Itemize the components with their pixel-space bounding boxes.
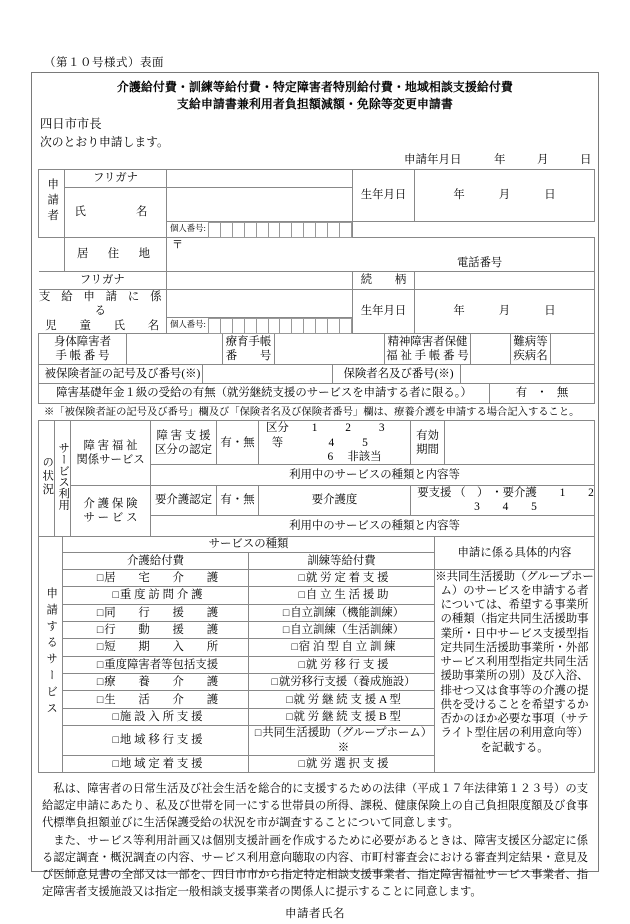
nanbyo-label-line1: 難病等 <box>513 335 548 348</box>
checkbox-icon[interactable]: □ <box>298 572 305 584</box>
insurance-note: ※「被保険者証の記号及び番号」欄及び「保険者名及び保険者番号」欄は、療養介護を申請する場合記入すること。 <box>44 407 580 419</box>
valid-period-label-line1: 有効 <box>416 429 439 442</box>
child-birth-year: 年 <box>453 305 465 318</box>
pension-row <box>39 384 595 404</box>
welfare-service-row <box>39 421 595 465</box>
applicant-furigana-field[interactable] <box>167 170 353 188</box>
checkbox-icon[interactable]: □ <box>112 735 119 747</box>
service-care-6[interactable] <box>63 674 249 691</box>
applicant-table-wrap <box>38 169 617 773</box>
insurer-label: 保険者名及び番号(※) <box>333 365 461 384</box>
checkbox-icon[interactable]: □ <box>96 607 104 619</box>
form-title-line1: 介護給付費・訓練等給付費・特定障害者特別給付費・地域相談支援給付費 <box>117 80 513 94</box>
service-training-9[interactable] <box>249 726 435 756</box>
form-title <box>32 73 598 113</box>
service-care-3[interactable] <box>63 621 249 638</box>
services-table <box>38 536 595 773</box>
applicant-vertical-label <box>39 170 65 238</box>
signature-label: 申請者氏名 <box>285 908 345 921</box>
service-care-label-8: 施 設 入 所 支 援 <box>119 710 203 723</box>
consent-block <box>32 773 598 924</box>
service-training-label-3: 自立訓練（生活訓練） <box>290 623 405 636</box>
valid-period-label <box>411 421 445 465</box>
postal-mark-icon: 〒 <box>172 239 183 252</box>
service-care-label-0: 居 宅 介 護 <box>104 571 219 584</box>
pension-yesno[interactable] <box>490 384 595 404</box>
phone-label: 電話番号 <box>457 257 503 269</box>
child-furigana-row <box>39 272 595 290</box>
usage-vertical-label-col2 <box>55 421 71 536</box>
disability-grade-yesno[interactable]: 有・無 <box>217 421 259 465</box>
certificates-row <box>39 334 595 365</box>
service-care-9[interactable] <box>63 726 249 756</box>
services-col2-header: 訓練等給付費 <box>249 552 435 569</box>
insured-symbol-label: 被保険者証の記号及び番号(※) <box>39 365 203 384</box>
care-insurance-label-line1: 介 護 保 険 <box>83 497 138 510</box>
pension-label: 障害基礎年金１級の受給の有無（就労継続支援のサービスを申請する者に限る。） <box>39 384 490 404</box>
usage-vertical-label-col2-text: サービス利用 <box>57 442 70 511</box>
checkbox-icon[interactable]: □ <box>282 624 290 636</box>
form-code-label: （第１０号様式）表面 <box>44 57 164 69</box>
service-training-3[interactable] <box>249 621 435 638</box>
checkbox-icon[interactable]: □ <box>286 711 293 723</box>
ryoiku-cert-field[interactable] <box>275 334 385 365</box>
service-care-label-2: 同 行 援 護 <box>104 606 219 619</box>
care-insurance-row <box>39 486 595 516</box>
services-detail-note[interactable]: ※共同生活援助（グループホーム）のサービスを申請する者については、希望する事業所の種類（指定共同生活援助事業所・日中サービス支援型指定共同生活援助事業所・外部サービス利用型指定共同生活援助事業所の別）及び入浴、排せつ又は食事等の介護の提供を受けることを希望するか否かのほか必要な事項（サテライト型住居の利用意向等）を記載する。 <box>435 569 595 772</box>
applicant-table <box>38 169 595 334</box>
checkbox-icon[interactable]: □ <box>298 590 305 602</box>
pension-no[interactable]: 無 <box>556 387 569 400</box>
care-insurance-label-line2: サ ー ビ ス <box>83 511 138 524</box>
checkbox-icon[interactable]: □ <box>96 642 104 654</box>
service-care-label-1: 重 度 訪 問 介 護 <box>119 589 203 602</box>
service-care-5[interactable] <box>63 656 249 673</box>
service-row <box>39 569 595 586</box>
service-care-label-6: 療 養 介 護 <box>104 676 219 689</box>
applicant-furigana-label: フリガナ <box>65 170 167 188</box>
service-care-label-5: 重度障害者等包括支援 <box>104 658 219 671</box>
applicant-address-field[interactable] <box>167 238 595 272</box>
service-care-label-4: 短 期 入 所 <box>104 641 219 654</box>
child-furigana-field[interactable] <box>167 272 353 290</box>
applicant-mynumber-label: 個人番号: <box>170 224 206 234</box>
applicant-mynumber-cells[interactable] <box>208 222 352 238</box>
child-relation-field[interactable] <box>415 272 595 290</box>
certificates-table <box>38 333 595 365</box>
child-name-label-line1: 支 給 申 請 に 係 る <box>39 291 166 318</box>
service-training-4[interactable] <box>249 639 435 656</box>
insured-symbol-field[interactable] <box>203 365 333 384</box>
ryoiku-cert-label-line2: 番 号 <box>225 350 272 363</box>
checkbox-icon[interactable]: □ <box>112 758 119 770</box>
service-care-1[interactable] <box>63 587 249 604</box>
service-care-2[interactable] <box>63 604 249 621</box>
insurance-row <box>39 365 595 384</box>
checkbox-icon[interactable]: □ <box>96 624 104 636</box>
service-care-7[interactable] <box>63 691 249 708</box>
mental-cert-field[interactable] <box>471 334 511 365</box>
application-date-month: 月 <box>537 154 549 167</box>
checkbox-icon[interactable]: □ <box>282 607 290 619</box>
care-nintei-label: 要介護認定 <box>151 486 217 516</box>
checkbox-icon[interactable]: □ <box>298 758 305 770</box>
service-care-label-10: 地 域 定 着 支 援 <box>119 757 203 770</box>
checkbox-icon[interactable]: □ <box>96 677 104 689</box>
service-training-label-9: 共同生活援助（グループホーム）※ <box>262 727 433 754</box>
child-name-field[interactable] <box>167 290 353 318</box>
applicant-birth-label: 生年月日 <box>353 170 415 222</box>
service-training-10[interactable] <box>249 755 435 772</box>
insurance-table <box>38 364 595 384</box>
service-training-label-8: 就 労 継 続 支 援 B 型 <box>293 710 401 723</box>
services-col1-header: 介護給付費 <box>63 552 249 569</box>
services-vertical-label <box>39 536 63 772</box>
welfare-service-label-line2: 関係サービス <box>76 454 145 467</box>
service-training-0[interactable] <box>249 569 435 586</box>
kubun-values-row2[interactable]: 6 非該当 <box>327 450 382 463</box>
pension-sep: ・ <box>536 387 557 400</box>
child-name-row <box>39 290 595 318</box>
checkbox-icon[interactable]: □ <box>96 572 104 584</box>
child-furigana-label: フリガナ <box>39 272 167 290</box>
mental-cert-label-line1: 精神障害者保健 <box>387 335 468 348</box>
application-date-day: 日 <box>580 154 592 167</box>
pension-yes[interactable]: 有 <box>515 387 537 400</box>
checkbox-icon[interactable]: □ <box>286 694 293 706</box>
child-birth-day: 日 <box>544 305 556 318</box>
service-training-label-6: 就労移行支援（養成施設） <box>278 676 416 689</box>
applicant-vertical-label-bottom <box>39 238 65 272</box>
ryoiku-cert-label-line1: 療育手帳 <box>225 335 272 348</box>
consent-paragraph-1: 私は、障害者の日常生活及び社会生活を総合的に支援するための法律（平成１７年法律第１２３号）の支給認定申請にあたり、私及び世帯を同一にする世帯員の所得、課税、健康保険上の自己負担限度額及び食事代標準負担額並びに生活保護受給の状況を市が調査することについて同意します。 <box>42 783 588 830</box>
welfare-content-label[interactable]: 利用中のサービスの種類と内容等 <box>151 465 595 486</box>
child-mynumber-cells[interactable] <box>208 318 352 334</box>
pension-table <box>38 383 595 404</box>
child-mynumber-label: 個人番号: <box>170 320 206 330</box>
usage-status-table <box>38 420 617 536</box>
insurer-field[interactable] <box>461 365 595 384</box>
service-training-label-1: 自 立 生 活 援 助 <box>305 589 389 602</box>
checkbox-icon[interactable]: □ <box>96 659 104 671</box>
service-care-4[interactable] <box>63 639 249 656</box>
applicant-birth-month: 月 <box>498 189 511 202</box>
usage-vertical-label-col1-text: の状況 <box>41 456 54 497</box>
care-insurance-label <box>71 486 151 537</box>
service-care-label-3: 行 動 援 護 <box>104 623 219 636</box>
child-birth-label: 生年月日 <box>353 290 415 334</box>
service-care-8[interactable] <box>63 708 249 725</box>
service-care-label-7: 生 活 介 護 <box>104 693 219 706</box>
disability-grade-label-line1: 障 害 支 援 <box>156 429 211 442</box>
checkbox-icon[interactable]: □ <box>271 677 278 689</box>
service-training-7[interactable] <box>249 691 435 708</box>
child-name-label <box>39 290 167 334</box>
physical-cert-label-line1: 身体障害者 <box>54 335 111 348</box>
usage-vertical-label-col1 <box>39 421 55 536</box>
disability-grade-label-line2: 区分の認定 <box>155 443 212 456</box>
care-degree-field[interactable]: 要支援 （ ） ・要介護 1 2 3 4 5 <box>411 486 595 516</box>
consent-paragraph-2: また、サービス等利用計画又は個別支援計画を作成するために必要があるときは、障害支援区分認定に係る認定調査・概況調査の内容、サービス利用意向聴取の内容、市町村審査会における審査判定結果・意見及び医師意見書の全部又は一部を、四日市市から指定特定相談支援事業者、指定障害福祉サービス事業者、指定障害者支援施設又は指定一般相談支援事業者の関係人に提示することに同意します。 <box>42 834 588 899</box>
applicant-name-label: 氏 名 <box>65 188 167 238</box>
valid-period-label-line2: 期間 <box>416 443 439 456</box>
service-care-10[interactable] <box>63 755 249 772</box>
physical-cert-label <box>39 334 127 365</box>
physical-cert-field[interactable] <box>127 334 223 365</box>
child-birth-month: 月 <box>498 305 511 318</box>
kubun-label: 区分等 <box>266 422 289 449</box>
nanbyo-field[interactable] <box>551 334 595 365</box>
form-title-line2: 支給申請書兼利用者負担額減額・免除等変更申請書 <box>177 97 453 112</box>
mental-cert-label <box>385 334 471 365</box>
care-content-label[interactable]: 利用中のサービスの種類と内容等 <box>151 515 595 536</box>
services-detail-header: 申請に係る具体的内容 <box>435 536 595 569</box>
service-training-1[interactable] <box>249 587 435 604</box>
kubun-values-row1[interactable]: 1 2 3 4 5 <box>311 422 398 449</box>
checkbox-icon[interactable]: □ <box>112 711 119 723</box>
care-degree-label: 要介護度 <box>259 486 411 516</box>
child-relation-label: 続 柄 <box>353 272 415 290</box>
service-training-8[interactable] <box>249 708 435 725</box>
service-training-label-2: 自立訓練（機能訓練） <box>290 606 405 619</box>
service-training-label-0: 就 労 定 着 支 援 <box>305 571 389 584</box>
service-training-6[interactable] <box>249 674 435 691</box>
services-header-row <box>39 536 595 552</box>
service-training-5[interactable] <box>249 656 435 673</box>
checkbox-icon[interactable]: □ <box>254 728 262 740</box>
addressee: 四日市市長 <box>40 117 102 132</box>
applicant-birth-field[interactable] <box>415 170 595 222</box>
service-training-2[interactable] <box>249 604 435 621</box>
applicant-birth-year: 年 <box>453 189 465 202</box>
applicant-mynumber-field[interactable] <box>167 222 353 238</box>
services-vertical-label-text: 申請するサービス <box>45 586 58 718</box>
valid-period-field[interactable] <box>445 421 595 465</box>
welfare-service-label-line1: 障 害 福 祉 <box>83 440 138 453</box>
nanbyo-label <box>511 334 551 365</box>
disability-grade-label <box>151 421 217 465</box>
care-nintei-yesno[interactable]: 有・無 <box>217 486 259 516</box>
child-name-label-line2: 児 童 氏 名 <box>45 319 160 332</box>
applicant-furigana-row <box>39 170 595 188</box>
applicant-name-field[interactable] <box>167 188 353 222</box>
service-training-label-7: 就 労 継 続 支 援 A 型 <box>293 693 401 706</box>
checkbox-icon[interactable]: □ <box>96 694 104 706</box>
applicant-birth-day: 日 <box>544 189 556 202</box>
services-section-header: サービスの種類 <box>63 536 435 552</box>
applicant-address-row <box>39 238 595 272</box>
mental-cert-label-line2: 福 祉 手 帳 番 号 <box>386 350 469 363</box>
form-outer-frame <box>31 72 617 921</box>
intro-text: 次のとおり申請します。 <box>40 135 169 150</box>
kubun-field[interactable] <box>259 421 411 465</box>
physical-cert-label-line2: 手 帳 番 号 <box>55 350 110 363</box>
applicant-address-label: 居 住 地 <box>65 238 167 272</box>
child-mynumber-field[interactable] <box>167 318 353 334</box>
checkbox-icon[interactable]: □ <box>291 642 298 654</box>
service-training-label-5: 就 労 移 行 支 援 <box>305 658 389 671</box>
applicant-mynumber-spacer <box>353 222 595 238</box>
service-care-label-9: 地 域 移 行 支 援 <box>119 734 203 747</box>
application-date-label: 申請年月日 <box>404 154 462 167</box>
checkbox-icon[interactable]: □ <box>112 590 119 602</box>
welfare-service-label <box>71 421 151 486</box>
nanbyo-label-line2: 疾病名 <box>513 350 548 363</box>
application-date-year: 年 <box>494 154 506 167</box>
service-training-label-10: 就 労 選 択 支 援 <box>305 757 389 770</box>
service-care-0[interactable] <box>63 569 249 586</box>
service-training-label-4: 宿 泊 型 自 立 訓 練 <box>298 641 396 654</box>
ryoiku-cert-label <box>223 334 275 365</box>
application-date-row <box>32 151 598 167</box>
checkbox-icon[interactable]: □ <box>298 659 305 671</box>
applicant-vertical-label-text: 申請者 <box>46 178 59 225</box>
child-birth-field[interactable] <box>415 290 595 334</box>
